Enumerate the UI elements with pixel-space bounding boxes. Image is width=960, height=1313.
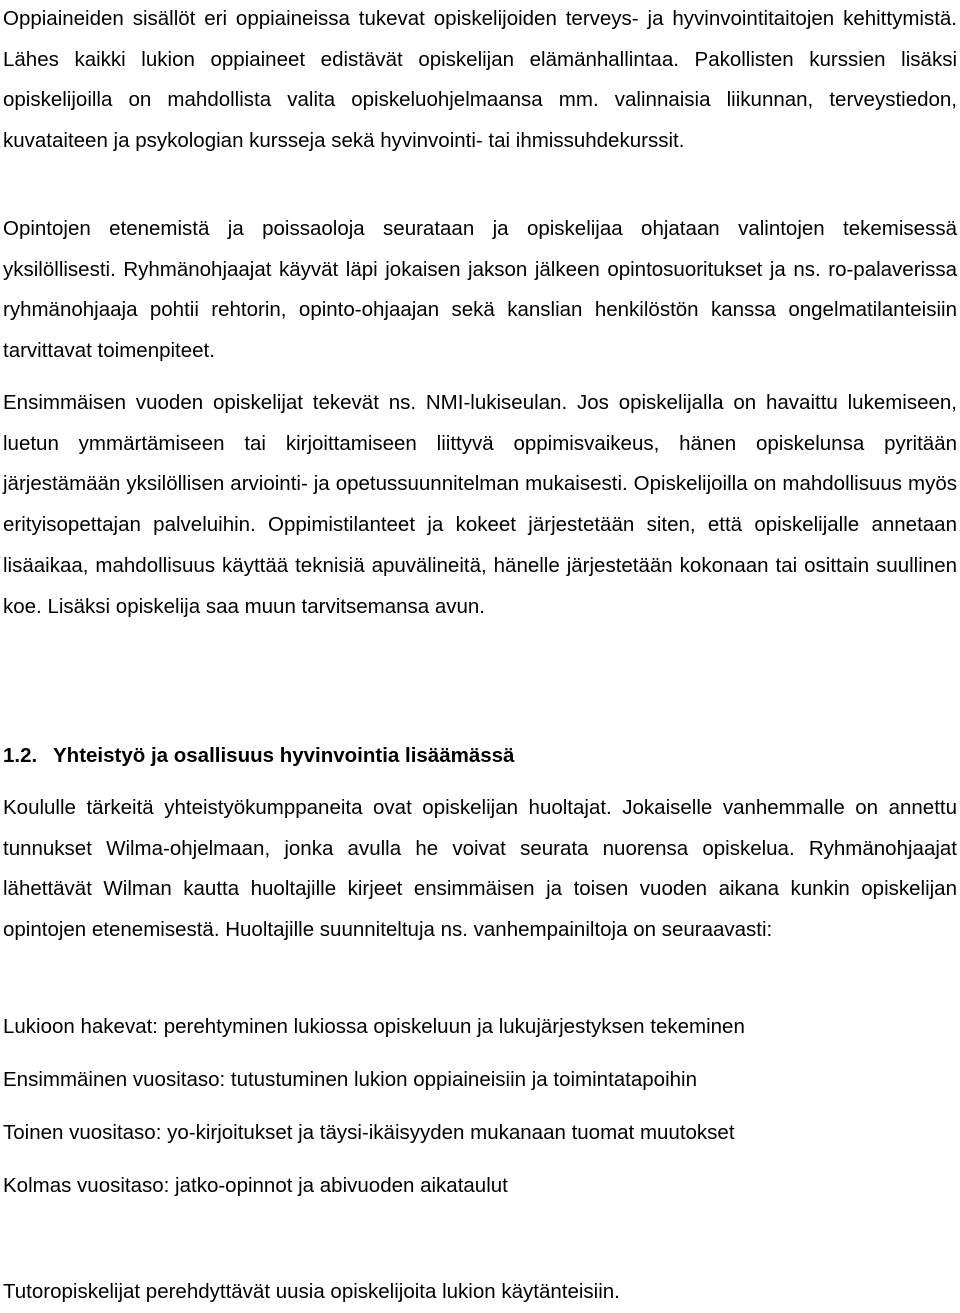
section-title: Yhteistyö ja osallisuus hyvinvointia lisäämässä <box>53 744 515 767</box>
parents-evening-applicants: Lukioon hakevat: perehtyminen lukiossa opiskeluun ja lukujärjestyksen tekeminen <box>3 1015 745 1038</box>
paragraph-wellbeing-subjects: Oppiaineiden sisällöt eri oppiaineissa tukevat opiskelijoiden terveys- ja hyvinvointitaitojen kehittymistä. Lähes kaikki lukion oppiaineet edistävät opiskelijan elämänhallintaa. Pakollisten kurssien lisäksi opiskelijoilla on mahdollista valita opiskeluohjelmaansa mm. valinnaisia liikunnan, terveystiedon, kuvataiteen ja psykologian kursseja sekä hyvinvointi- tai ihmissuhdekurssit. <box>3 7 957 153</box>
paragraph-reading-screening: Ensimmäisen vuoden opiskelijat tekevät ns. NMI-lukiseulan. Jos opiskelijalla on havaittu lukemiseen, luetun ymmärtämiseen tai kirjoittamiseen liittyvä oppimisvaikeus, hänen opiskelunsa pyritään järjestämään yksilöllisen arviointi- ja opetussuunnitelman mukaisesti. Opiskelijoilla on mahdollisuus myös erityisopettajan palveluihin. Oppimistilanteet ja kokeet järjestetään siten, että opiskelijalle annetaan lisäaikaa, mahdollisuus käyttää teknisiä apuvälineitä, hänelle järjestetään kokonaan tai osittain suullinen koe. Lisäksi opiskelija saa muun tarvitsemansa avun. <box>3 391 957 618</box>
tutor-students-line: Tutoropiskelijat perehdyttävät uusia opiskelijoita lukion käytänteisiin. <box>3 1280 620 1303</box>
parents-evening-third-year: Kolmas vuositaso: jatko-opinnot ja abivuoden aikataulut <box>3 1174 508 1197</box>
parents-evening-second-year: Toinen vuositaso: yo-kirjoitukset ja täysi-ikäisyyden mukanaan tuomat muutokset <box>3 1121 735 1144</box>
section-number: 1.2. <box>3 744 38 767</box>
paragraph-guardian-cooperation: Koululle tärkeitä yhteistyökumppaneita ovat opiskelijan huoltajat. Jokaiselle vanhemmalle on annettu tunnukset Wilma-ohjelmaan, jonka avulla he voivat seurata nuorensa opiskelua. Ryhmänohjaajat lähettävät Wilman kautta huoltajille kirjeet ensimmäisen ja toisen vuoden aikana kunkin opiskelijan opintojen etenemisestä. Huoltajille suunniteltuja ns. vanhempainiltoja on seuraavasti: <box>3 796 957 942</box>
parents-evening-first-year: Ensimmäinen vuositaso: tutustuminen lukion oppiaineisiin ja toimintatapoihin <box>3 1068 697 1091</box>
paragraph-progress-monitoring: Opintojen etenemistä ja poissaoloja seurataan ja opiskelijaa ohjataan valintojen tekemisessä yksilöllisesti. Ryhmänohjaajat käyvät läpi jokaisen jakson jälkeen opintosuoritukset ja ns. ro-palaverissa ryhmänohjaaja pohtii rehtorin, opinto-ohjaajan sekä kanslian henkilöstön kanssa ongelmatilanteisiin tarvittavat toimenpiteet. <box>3 217 957 363</box>
section-heading <box>3 736 514 776</box>
